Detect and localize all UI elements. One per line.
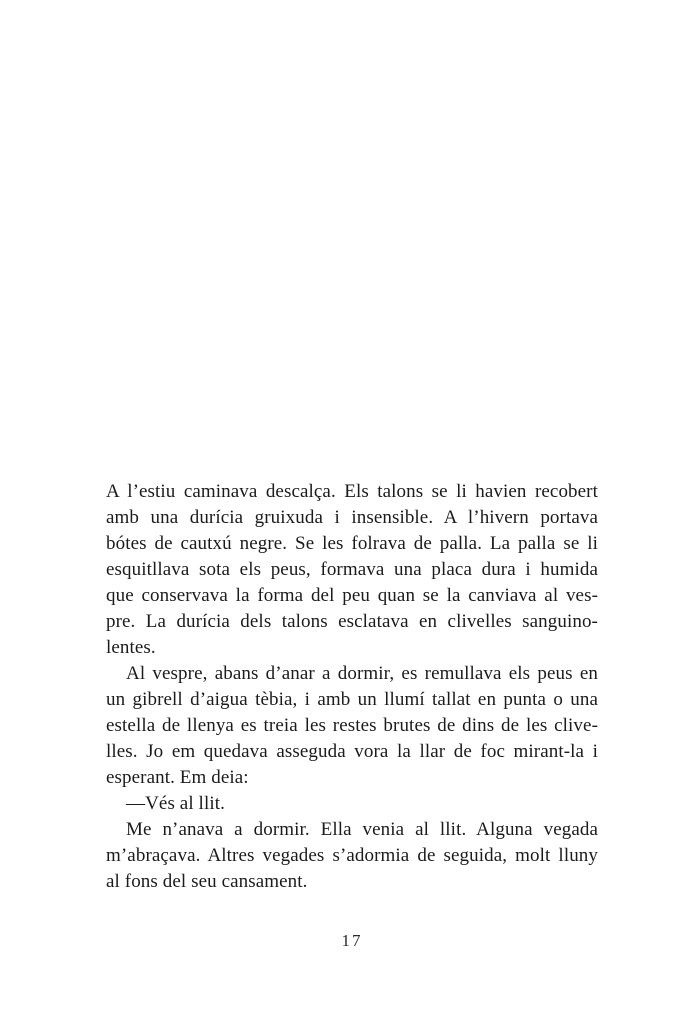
text-line: lles. Jo em quedava asseguda vora la llar de foc mirant-la i [106,741,598,762]
text-line: lentes. [106,637,156,658]
paragraph [106,817,598,895]
page-number: 17 [341,931,363,950]
text-line: A l’estiu caminava descalça. Els talons se li havien recobert [106,481,598,502]
text-line: Al vespre, abans d’anar a dormir, es remullava els peus en [126,663,598,684]
text-line: amb una durícia gruixuda i insensible. A l’hivern portava [106,507,598,528]
text-line: esquitllava sota els peus, formava una placa dura i humida [106,559,598,580]
paragraph [106,661,598,791]
body-text [106,479,598,895]
text-line: bótes de cautxú negre. Se les folrava de palla. La palla se li [106,533,598,554]
paragraph [106,791,598,817]
text-line: estella de llenya es treia les restes brutes de dins de les clive- [106,715,598,736]
text-line: —Vés al llit. [126,793,225,814]
text-line: un gibrell d’aigua tèbia, i amb un llumí tallat en punta o una [106,689,598,710]
text-line: Me n’anava a dormir. Ella venia al llit. Alguna vegada [126,819,598,840]
paragraph [106,479,598,661]
text-line: pre. La durícia dels talons esclatava en clivelles sanguino- [106,611,598,632]
text-line: esperant. Em deia: [106,767,249,788]
text-line: que conservava la forma del peu quan se la canviava al ves- [106,585,598,606]
text-line: m’abraçava. Altres vegades s’adormia de seguida, molt lluny [106,845,598,866]
text-line: al fons del seu cansament. [106,871,308,892]
